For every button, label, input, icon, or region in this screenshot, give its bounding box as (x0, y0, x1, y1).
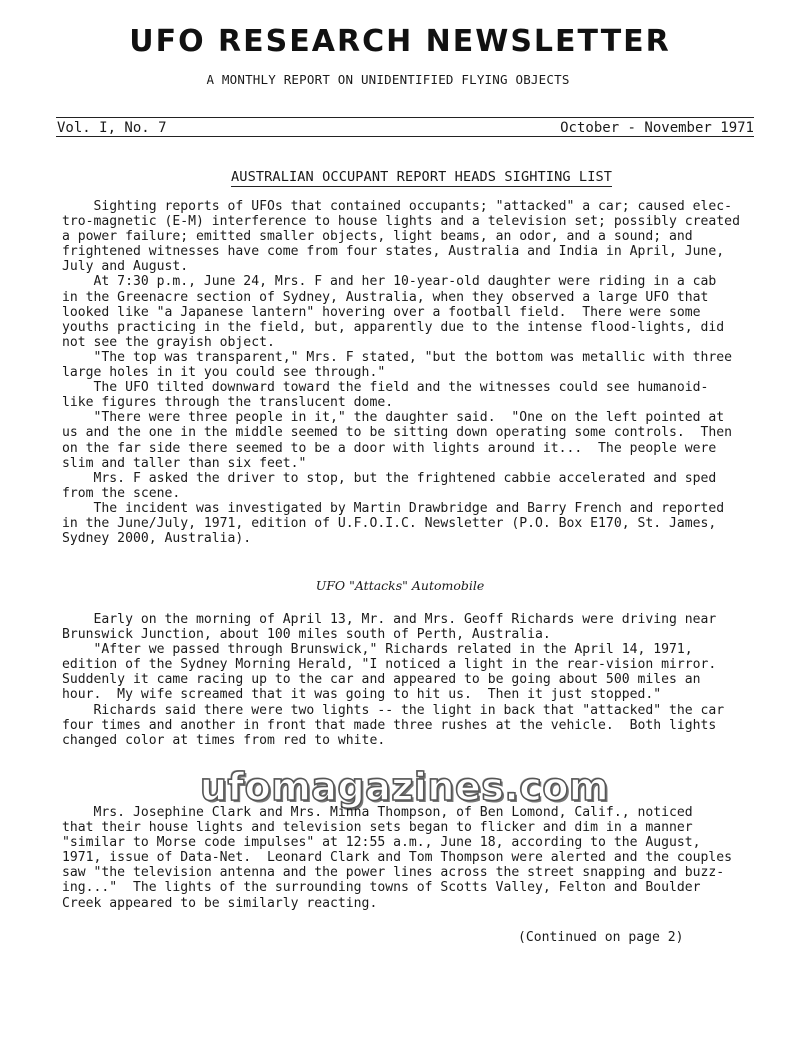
text-line: that their house lights and television sets began to flicker and dim in a manner (62, 820, 693, 836)
text-line: frightened witnesses have come from four states, Australia and India in April, June, (62, 244, 725, 260)
text-line: us and the one in the middle seemed to be sitting down operating some controls. Then (62, 425, 733, 441)
text-line: large holes in it you could see through." (62, 365, 386, 381)
text-line: Mrs. Josephine Clark and Mrs. Minna Thompson, of Ben Lomond, Calif., noticed (62, 805, 693, 820)
text-line: not see the grayish object. (62, 334, 275, 350)
text-line: 1971, issue of Data-Net. Leonard Clark and Tom Thompson were alerted and the couples (62, 850, 733, 866)
text-line: four times and another in front that made three rushes at the vehicle. Both lights (62, 717, 717, 733)
text-line: Sydney 2000, Australia). (62, 531, 252, 547)
issue-volume: Vol. I, No. 7 (57, 120, 167, 136)
text-line: Creek appeared to be similarly reacting. (62, 895, 378, 911)
text-line: youths practicing in the field, but, apparently due to the intense flood-lights, did (62, 319, 725, 335)
issue-date: October - November 1971 (560, 120, 754, 136)
text-line: Mrs. F asked the driver to stop, but the frightened cabbie accelerated and sped (62, 470, 717, 486)
watermark-logo: ufomagazines.com (200, 765, 610, 809)
text-line: "similar to Morse code impulses" at 12:55 a.m., June 18, according to the August, (62, 835, 701, 851)
text-line: on the far side there seemed to be a door with lights around it... The people were (62, 440, 717, 456)
article-body-part-1 (62, 199, 762, 546)
text-line: ing..." The lights of the surrounding towns of Scotts Valley, Felton and Boulder (62, 880, 701, 896)
text-line: Sighting reports of UFOs that contained occupants; "attacked" a car; caused elec- (62, 199, 733, 214)
issue-rule-bottom (56, 136, 754, 137)
article-body-part-3 (62, 805, 762, 911)
text-line: in the Greenacre section of Sydney, Australia, when they observed a large UFO that (62, 289, 709, 305)
text-line: "There were three people in it," the daughter said. "One on the left pointed at (62, 410, 725, 426)
issue-rule-top (56, 117, 754, 118)
text-line: "The top was transparent," Mrs. F stated, "but the bottom was metallic with three (62, 349, 733, 365)
section-heading-attacks: UFO "Attacks" Automobile (315, 578, 485, 593)
text-line: "After we passed through Brunswick," Richards related in the April 14, 1971, (62, 642, 693, 658)
text-line: Suddenly it came racing up to the car and appeared to be going about 500 miles an (62, 672, 701, 688)
text-line: in the June/July, 1971, edition of U.F.O.I.C. Newsletter (P.O. Box E170, St. James, (62, 515, 717, 531)
text-line: like figures through the translucent dome. (62, 395, 394, 411)
text-line: from the scene. (62, 485, 181, 501)
text-line: edition of the Sydney Morning Herald, "I noticed a light in the rear-vision mirror. (62, 657, 717, 673)
text-line: slim and taller than six feet." (62, 455, 307, 471)
text-line: looked like "a Japanese lantern" hovering over a football field. There were some (62, 304, 701, 320)
text-line: a power failure; emitted smaller objects, light beams, an odor, and a sound; and (62, 229, 693, 245)
continued-note: (Continued on page 2) (518, 930, 684, 945)
text-line: tro-magnetic (E-M) interference to house lights and a television set; possibly created (62, 214, 740, 230)
text-line: The incident was investigated by Martin Drawbridge and Barry French and reported (62, 500, 725, 516)
article-headline: AUSTRALIAN OCCUPANT REPORT HEADS SIGHTING LIST (231, 169, 613, 185)
text-line: Early on the morning of April 13, Mr. and Mrs. Geoff Richards were driving near (62, 612, 717, 627)
article-body-part-2 (62, 612, 762, 748)
text-line: Brunswick Junction, about 100 miles south of Perth, Australia. (62, 627, 551, 643)
masthead-title: UFO RESEARCH NEWSLETTER (129, 24, 671, 59)
text-line: The UFO tilted downward toward the field and the witnesses could see humanoid- (62, 380, 709, 396)
text-line: saw "the television antenna and the power lines across the street snapping and buzz- (62, 865, 725, 881)
text-line: At 7:30 p.m., June 24, Mrs. F and her 10-year-old daughter were riding in a cab (62, 274, 717, 290)
text-line: hour. My wife screamed that it was going to hit us. Then it just stopped." (62, 687, 662, 703)
text-line: changed color at times from red to white. (62, 732, 386, 748)
text-line: July and August. (62, 259, 189, 275)
masthead-subtitle: A MONTHLY REPORT ON UNIDENTIFIED FLYING OBJECTS (206, 72, 570, 87)
text-line: Richards said there were two lights -- the light in back that "attacked" the car (62, 702, 725, 718)
